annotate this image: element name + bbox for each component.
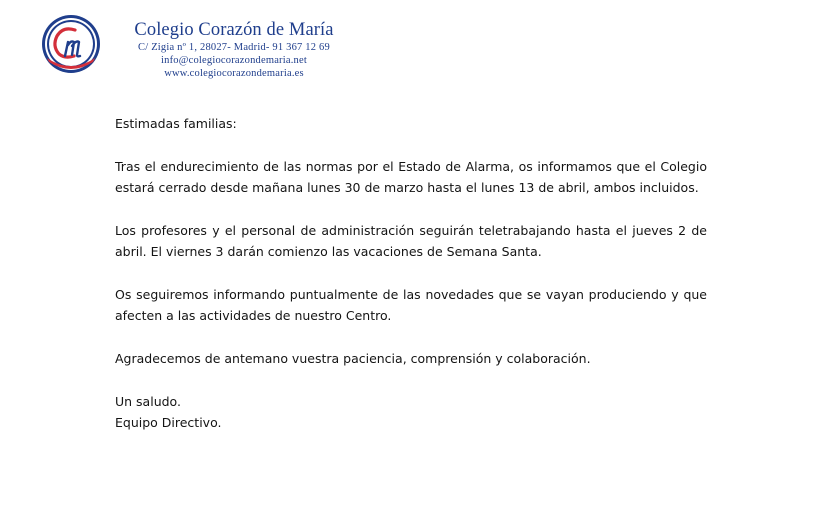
paragraph-thanks: Agradecemos de antemano vuestra paciencia, comprensión y colaboración. — [115, 351, 591, 366]
closing: Un saludo. — [115, 394, 181, 409]
letterhead-text — [114, 19, 354, 80]
school-website[interactable]: www.colegiocorazondemaria.es — [164, 68, 304, 79]
school-name: Colegio Corazón de María — [134, 20, 334, 40]
signature: Equipo Directivo. — [115, 415, 222, 430]
school-logo-icon — [41, 14, 101, 74]
paragraph-teleworking: Los profesores y el personal de administración seguirán teletrabajando hasta el jueves 2 de abril. El viernes 3 darán comienzo las vacaciones de Semana Santa. — [115, 223, 707, 259]
letter-body — [115, 113, 707, 433]
paragraph-updates: Os seguiremos informando puntualmente de las novedades que se vayan produciendo y que afecten a las actividades de nuestro Centro. — [115, 287, 707, 323]
greeting: Estimadas familias: — [115, 116, 237, 131]
paragraph-closure-dates: Tras el endurecimiento de las normas por el Estado de Alarma, os informamos que el Colegio estará cerrado desde mañana lunes 30 de marzo hasta el lunes 13 de abril, ambos incluidos. — [115, 159, 707, 195]
letterhead — [0, 0, 816, 100]
school-email[interactable]: info@colegiocorazondemaria.net — [161, 55, 307, 66]
school-address: C/ Zigia nº 1, 28027- Madrid- 91 367 12 69 — [138, 42, 330, 53]
